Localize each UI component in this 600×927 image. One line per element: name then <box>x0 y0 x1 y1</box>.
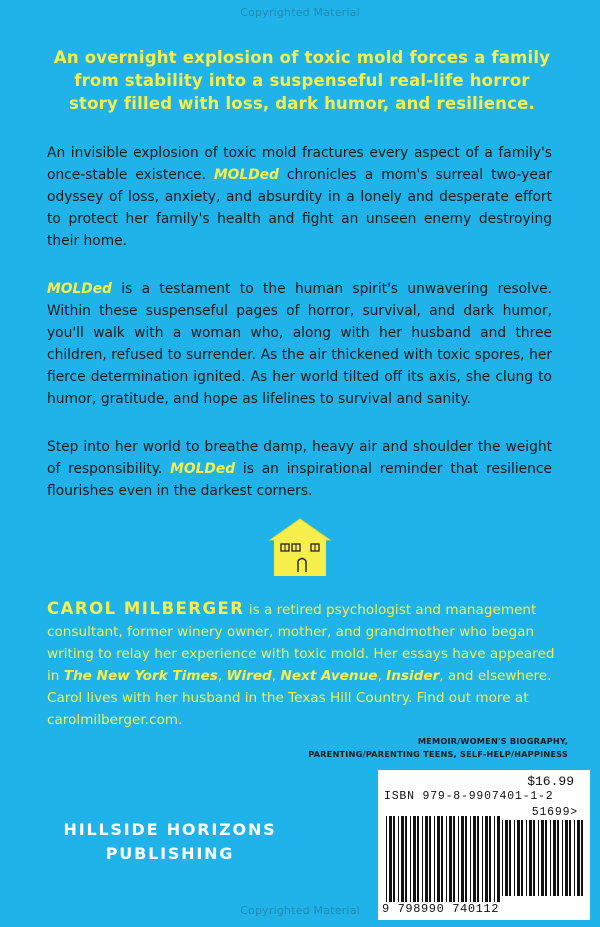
barcode-bar <box>577 820 580 896</box>
publication-nyt: The New York Times <box>63 668 218 684</box>
barcode-bar <box>470 816 471 902</box>
supplement-barcode <box>502 820 584 898</box>
barcode-bar <box>557 820 559 896</box>
barcode-bar <box>410 816 411 902</box>
barcode-bar <box>398 816 399 902</box>
author-bio <box>47 598 557 731</box>
barcode-bar <box>581 820 583 896</box>
barcode-box <box>378 770 590 920</box>
barcode-bar <box>393 816 395 902</box>
publication-wired: Wired <box>226 668 272 684</box>
description-paragraph-3 <box>47 436 552 502</box>
barcode-bar <box>437 816 440 902</box>
watermark-top: Copyrighted Material <box>240 6 360 19</box>
barcode-bar <box>425 816 428 902</box>
publisher-logo-text <box>60 818 280 866</box>
barcode-bar <box>541 820 544 896</box>
publisher-line-1: HILLSIDE HORIZONS <box>63 820 277 839</box>
publication-next-avenue: Next Avenue <box>280 668 378 684</box>
barcode-bar <box>533 820 535 896</box>
price-label: $16.99 <box>527 774 574 789</box>
barcode-bar <box>521 820 523 896</box>
barcode-bar <box>509 820 511 896</box>
ean-digits: 9 798990 740112 <box>382 902 500 916</box>
barcode-bar <box>550 820 551 896</box>
genre-categories <box>308 735 568 761</box>
barcode-bar <box>446 816 447 902</box>
barcode-bar <box>473 816 476 902</box>
barcode-bar <box>422 816 423 902</box>
book-title-italic: MOLDed <box>213 167 279 183</box>
barcode-bar <box>429 816 431 902</box>
barcode-bar <box>401 816 404 902</box>
isbn-label: ISBN 979-8-9907401-1-2 <box>384 790 554 803</box>
barcode-bar <box>514 820 515 896</box>
book-title-italic: MOLDed <box>170 461 236 477</box>
barcode-bar <box>434 816 435 902</box>
genre-line-1: MEMOIR/WOMEN'S BIOGRAPHY, <box>417 736 568 746</box>
publisher-line-2: PUBLISHING <box>105 844 235 863</box>
barcode-bar <box>529 820 532 896</box>
price-supplement-label: 51699> <box>531 806 578 819</box>
publication-insider: Insider <box>386 668 440 684</box>
barcode-bar <box>389 816 392 902</box>
tagline: An overnight explosion of toxic mold forces a family from stability into a suspenseful real-life horror story filled with loss, dark humor, and resilience. <box>53 48 551 113</box>
barcode-bar <box>458 816 459 902</box>
barcode-bar <box>461 816 464 902</box>
barcode-bar <box>497 816 500 902</box>
description-paragraph-1 <box>47 142 552 252</box>
barcode-bar <box>453 816 455 902</box>
barcode-bar <box>465 816 467 902</box>
barcode-bar <box>489 816 491 902</box>
barcode-bar <box>517 820 520 896</box>
barcode-bar <box>449 816 452 902</box>
description-paragraph-2 <box>47 278 552 410</box>
barcode-bar <box>526 820 527 896</box>
bio-sep: , <box>217 668 227 684</box>
barcode-bar <box>538 820 539 896</box>
book-title-italic: MOLDed <box>47 281 112 297</box>
barcode-bar <box>413 816 416 902</box>
barcode-bar <box>386 816 387 902</box>
barcode-bar <box>502 820 503 896</box>
p3-text-b: is an inspirational reminder that resilience flourishes even in the darkest corners. <box>47 461 552 499</box>
barcode-bar <box>562 820 563 896</box>
author-name: CAROL MILBERGER <box>47 599 245 618</box>
ean-barcode <box>386 816 500 904</box>
watermark-bottom: Copyrighted Material <box>240 904 360 917</box>
barcode-bar <box>545 820 547 896</box>
house-icon <box>262 516 338 578</box>
p1-text-a: An invisible explosion of toxic mold fractures every aspect of a family's once-stable existence. <box>47 145 552 183</box>
p3-text-a: Step into her world to breathe damp, heavy air and shoulder the weight of responsibility. <box>47 439 552 477</box>
barcode-bar <box>405 816 407 902</box>
bio-sep: , <box>377 668 387 684</box>
bio-text-b: , and elsewhere. Carol lives with her husband in the Texas Hill Country. Find out more at carolmilberger.com. <box>47 668 552 728</box>
barcode-bar <box>565 820 568 896</box>
barcode-bar <box>553 820 556 896</box>
barcode-bar <box>494 816 495 902</box>
barcode-bar <box>569 820 571 896</box>
barcode-bar <box>477 816 479 902</box>
barcode-bar <box>417 816 419 902</box>
barcode-bar <box>441 816 443 902</box>
barcode-bar <box>505 820 508 896</box>
bio-text-a: is a retired psychologist and management consultant, former winery owner, mother, and grandmother who began writing to relay her experience with toxic mold. Her essays have appeared in <box>47 602 555 684</box>
barcode-bar <box>482 816 483 902</box>
genre-line-2: PARENTING/PARENTING TEENS, SELF-HELP/HAPPINESS <box>308 749 568 759</box>
bio-sep: , <box>271 668 281 684</box>
barcode-bar <box>485 816 488 902</box>
p1-text-b: chronicles a mom's surreal two-year odyssey of loss, anxiety, and absurdity in a lonely and desperate effort to protect her family's health and fight an unseen enemy destroying their home. <box>47 167 552 249</box>
barcode-bar <box>574 820 575 896</box>
p2-text-b: is a testament to the human spirit's unwavering resolve. Within these suspenseful pages of horror, survival, and dark humor, you'll walk with a woman who, along with her husband and three children, refused to surrender. As the air thickened with toxic spores, her fierce determination ignited. As her world tilted off its axis, she clung to humor, gratitude, and hope as lifelines to survival and sanity. <box>47 281 552 407</box>
